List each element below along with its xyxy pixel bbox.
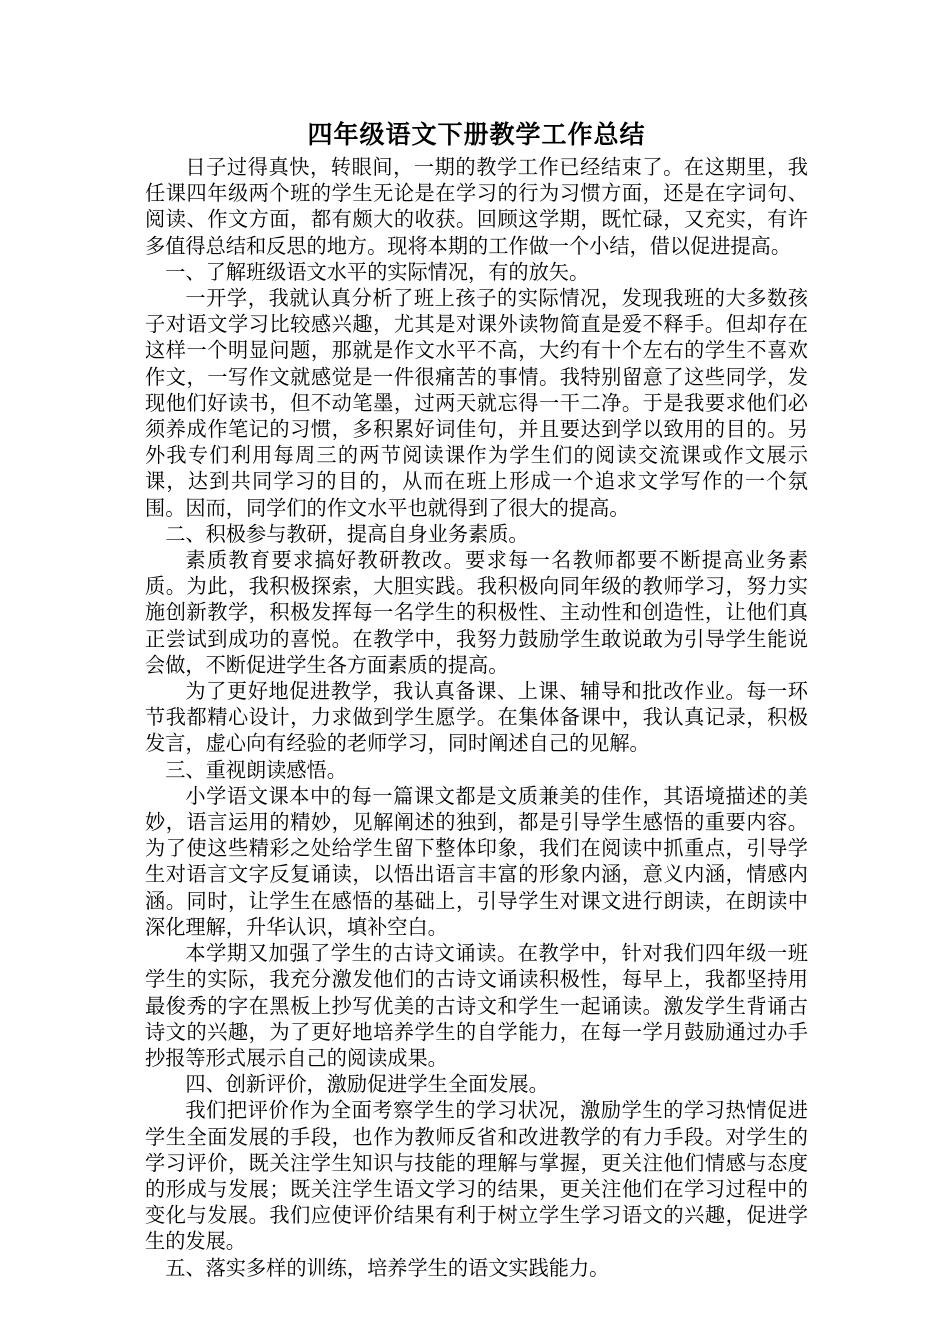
- section-heading-3: 三、重视朗读感悟。: [165, 757, 347, 782]
- paragraph-section-2b: 为了更好地促进教学，我认真备课、上课、辅导和批改作业。每一环节我都精心设计，力求做到学生愿学。在集体备课中，我认真记录，积极发言，虚心向有经验的老师学习，同时阐述自己的见解。: [145, 679, 808, 756]
- paragraph-section-3a: 小学语文课本中的每一篇课文都是文质兼美的佳作，其语境描述的美妙，语言运用的精妙，见解阐述的独到，都是引导学生感悟的重要内容。为了使这些精彩之处给学生留下整体印象，我们在阅读中抓重点，引导学生对语言文字反复诵读，以悟出语言丰富的形象内涵，意义内涵，情感内涵。同时，让学生在感悟的基础上，引导学生对课文进行朗读，在朗读中深化理解，升华认识，填补空白。: [145, 783, 808, 939]
- section-heading-5: 五、落实多样的训练，培养学生的语文实践能力。: [165, 1255, 610, 1280]
- paragraph-section-4: 我们把评价作为全面考察学生的学习状况，激励学生的学习热情促进学生全面发展的手段，也作为教师反省和改进教学的有力手段。对学生的学习评价，既关注学生知识与技能的理解与掌握，更关注他们情感与态度的形成与发展；既关注学生语文学习的结果，更关注他们在学习过程中的变化与发展。我们应使评价结果有利于树立学生学习语文的兴趣，促进学生的发展。: [145, 1098, 808, 1254]
- section-heading-1: 一、了解班级语文水平的实际情况，有的放矢。: [165, 259, 590, 284]
- document-title: 四年级语文下册教学工作总结: [307, 120, 646, 149]
- paragraph-section-1: 一开学，我就认真分析了班上孩子的实际情况，发现我班的大多数孩子对语文学习比较感兴趣，尤其是对课外读物简直是爱不释手。但却存在这样一个明显问题，那就是作文水平不高，大约有十个左右的学生不喜欢作文，一写作文就感觉是一件很痛苦的事情。我特别留意了这些同学，发现他们好读书，但不动笔墨，过两天就忘得一干二净。于是我要求他们必须养成作笔记的习惯，多积累好词佳句，并且要达到学以致用的目的。另外我专们利用每周三的两节阅读课作为学生们的阅读交流课或作文展示课，达到共同学习的目的，从而在班上形成一个追求文学写作的一个氛围。因而，同学们的作文水平也就得到了很大的提高。: [145, 286, 808, 520]
- paragraph-section-3b: 本学期又加强了学生的古诗文诵读。在教学中，针对我们四年级一班学生的实际，我充分激发他们的古诗文诵读积极性，每早上，我都坚持用最俊秀的字在黑板上抄写优美的古诗文和学生一起诵读。激发学生背诵古诗文的兴趣，为了更好地培养学生的自学能力，在每一学月鼓励通过办手抄报等形式展示自己的阅读成果。: [145, 941, 808, 1070]
- paragraph-section-2a: 素质教育要求搞好教研教改。要求每一名教师都要不断提高业务素质。为此，我积极探索，大胆实践。我积极向同年级的教师学习，努力实施创新教学，积极发挥每一名学生的积极性、主动性和创造性，让他们真正尝试到成功的喜悦。在教学中，我努力鼓励学生敢说敢为引导学生能说会做，不断促进学生各方面素质的提高。: [145, 548, 808, 677]
- paragraph-intro: 日子过得真快，转眼间，一期的教学工作已经结束了。在这期里，我任课四年级两个班的学生无论是在学习的行为习惯方面，还是在字词句、阅读、作文方面，都有颇大的收获。回顾这学期，既忙碌，又充实，有许多值得总结和反思的地方。现将本期的工作做一个小结，借以促进提高。: [145, 155, 808, 258]
- section-heading-4: 四、创新评价，激励促进学生全面发展。: [185, 1072, 549, 1097]
- section-heading-2: 二、积极参与教研，提高自身业务素质。: [165, 521, 529, 546]
- document-body: [145, 118, 808, 1281]
